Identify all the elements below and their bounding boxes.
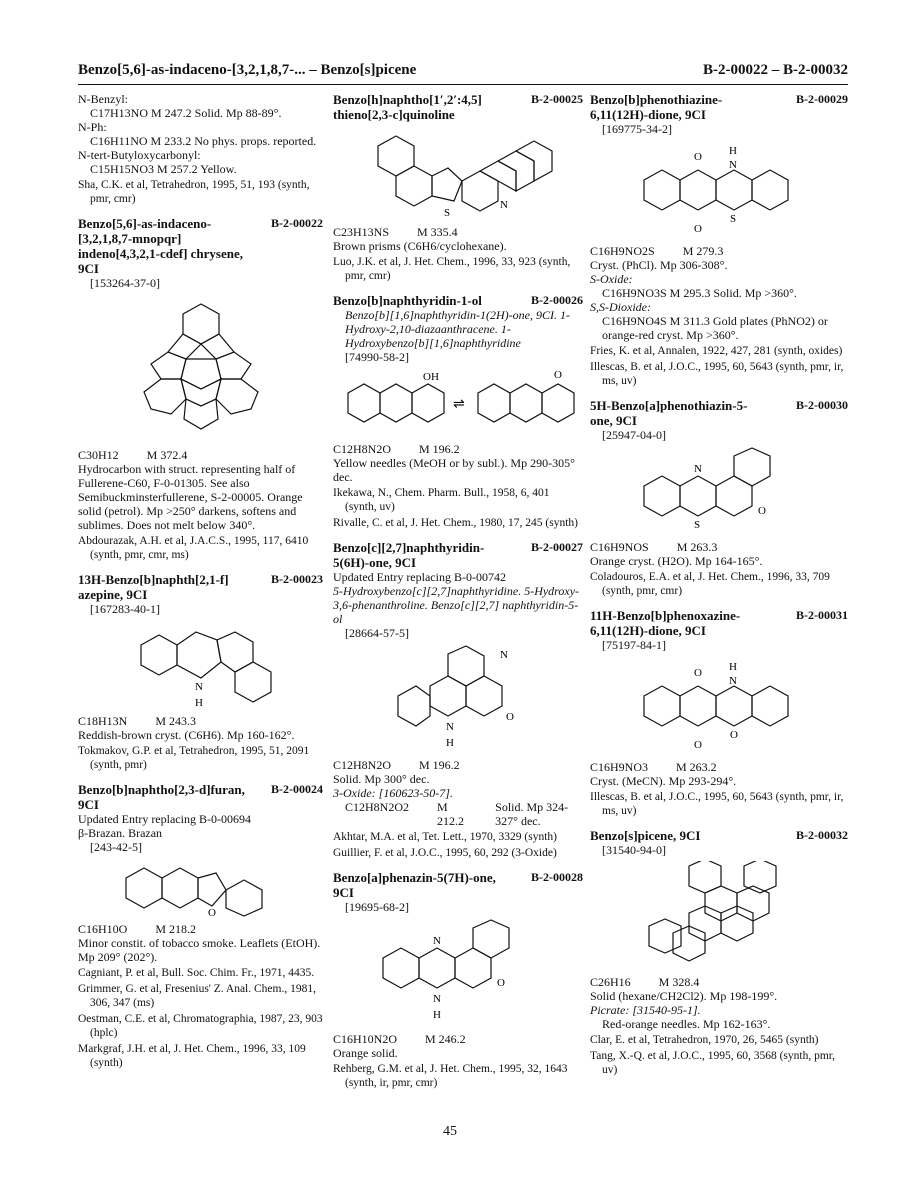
reference: Cagniant, P. et al, Bull. Soc. Chim. Fr., 1971, 4435. xyxy=(78,967,315,979)
text-line: C16H9NO3S M 295.3 Solid. Mp >360°. xyxy=(602,286,797,300)
derivative-label: 3-Oxide: [160623-50-7]. xyxy=(333,786,453,800)
text-line: β-Brazan. Brazan xyxy=(78,826,163,840)
entry-title: Benzo[5,6]-as-indaceno-[3,2,1,8,7-mnopqr] indeno[4,3,2,1-cdef] chrysene, 9CI xyxy=(78,216,244,276)
atom-label: N xyxy=(729,675,737,687)
molecular-formula: C16H9NOS xyxy=(590,540,649,554)
entry-b-2-00026 xyxy=(333,293,583,530)
atom-label: O xyxy=(694,151,702,163)
entry-b-2-00030 xyxy=(590,398,848,598)
reference: Illescas, B. et al, J.O.C., 1995, 60, 5643 (synth, pmr, ir, ms, uv) xyxy=(590,361,844,387)
cas-number: [75197-84-1] xyxy=(602,638,666,652)
cas-number: [74990-58-2] xyxy=(345,350,409,364)
running-header-right: B-2-00022 – B-2-00032 xyxy=(703,62,848,78)
atom-label: O xyxy=(694,739,702,751)
molecular-mass: M 196.2 xyxy=(419,442,460,456)
description: Cryst. (PhCl). Mp 306-308°. xyxy=(590,258,728,272)
molecular-mass: M 263.2 xyxy=(676,760,717,774)
molecular-mass: M 196.2 xyxy=(419,758,460,772)
chemical-structure xyxy=(358,126,558,221)
column-1 xyxy=(78,92,323,1080)
text-line: Updated Entry replacing B-0-00742 xyxy=(333,570,506,584)
description: Minor constit. of tobacco smoke. Leaflets (EtOH). Mp 209° (202°). xyxy=(78,936,321,964)
molecular-formula: C16H10N2O xyxy=(333,1032,398,1046)
entry-title: Benzo[s]picene, 9CI xyxy=(590,828,701,843)
cas-number: [19695-68-2] xyxy=(345,900,409,914)
cas-number: [167283-40-1] xyxy=(90,602,160,616)
atom-label: H xyxy=(194,697,203,709)
atom-label: N xyxy=(433,935,441,947)
atom-label: N xyxy=(194,681,203,693)
reference: Oestman, C.E. et al, Chromatographia, 1987, 23, 903 (hplc) xyxy=(78,1013,323,1039)
molecular-formula: C16H9NO2S xyxy=(590,244,655,258)
atom-label: O xyxy=(694,223,702,235)
reference: Ikekawa, N., Chem. Pharm. Bull., 1958, 6, 401 (synth, uv) xyxy=(333,487,550,513)
entry-title: Benzo[b]naphtho[2,3-d]furan, 9CI xyxy=(78,782,245,812)
reference: Markgraf, J.H. et al, J. Het. Chem., 1996, 33, 109 (synth) xyxy=(78,1043,306,1069)
atom-label: H xyxy=(729,145,737,157)
reference: Clar, E. et al, Tetrahedron, 1970, 26, 5465 (synth) xyxy=(590,1034,819,1046)
text-line: Updated Entry replacing B-0-00694 xyxy=(78,812,251,826)
entry-b-2-00025 xyxy=(333,92,583,283)
entry-id: B-2-00026 xyxy=(531,293,583,307)
chemical-structure xyxy=(388,644,528,754)
description: Solid (hexane/CH2Cl2). Mp 198-199°. xyxy=(590,989,778,1003)
atom-label: O xyxy=(758,505,766,517)
description: Orange solid. xyxy=(333,1046,398,1060)
entry-title: Benzo[c][2,7]naphthyridin-5(6H)-one, 9CI xyxy=(333,540,485,570)
entry-title: 13H-Benzo[b]naphth[2,1-f] azepine, 9CI xyxy=(78,572,229,602)
column-3 xyxy=(590,92,848,1087)
entry-title: Benzo[b]naphthyridin-1-ol xyxy=(333,293,482,308)
text-line: C15H15NO3 M 257.2 Yellow. xyxy=(90,162,237,176)
atom-label: H xyxy=(446,737,454,749)
description: Orange cryst. (H2O). Mp 164-165°. xyxy=(590,554,763,568)
atom-label: O xyxy=(554,369,562,381)
atom-label: OH xyxy=(423,371,439,383)
chemical-structure xyxy=(634,656,804,756)
molecular-formula: C18H13N xyxy=(78,714,128,728)
entry-id: B-2-00030 xyxy=(796,398,848,412)
description: Solid. Mp 300° dec. xyxy=(333,772,430,786)
description: Cryst. (MeCN). Mp 293-294°. xyxy=(590,774,737,788)
derivatives-block xyxy=(78,92,323,206)
atom-label: S xyxy=(694,519,701,531)
derivative-label: Picrate: [31540-95-1]. xyxy=(590,1003,701,1017)
entry-id: B-2-00023 xyxy=(271,572,323,586)
text-line: N-tert-Butyloxycarbonyl: xyxy=(78,148,201,162)
derivative-label: S,S-Dioxide: xyxy=(590,300,651,314)
cas-number: [28664-57-5] xyxy=(345,626,409,640)
cas-number: [25947-04-0] xyxy=(602,428,666,442)
text-line: C16H11NO M 233.2 No phys. props. reported. xyxy=(90,134,317,148)
reference: Luo, J.K. et al, J. Het. Chem., 1996, 33, 923 (synth, pmr, cmr) xyxy=(333,256,571,282)
entry-b-2-00028 xyxy=(333,870,583,1090)
description: Yellow needles (MeOH or by subl.). Mp 290-305° dec. xyxy=(333,456,575,484)
chemical-structure xyxy=(116,858,286,918)
molecular-mass: M 246.2 xyxy=(425,1032,466,1046)
description: Red-orange needles. Mp 162-163°. xyxy=(602,1017,771,1031)
entry-b-2-00024 xyxy=(78,782,323,1070)
chemical-structure xyxy=(634,446,804,536)
atom-label: N xyxy=(446,721,454,733)
text-line: C16H9NO4S M 311.3 Gold plates (PhNO2) or orange-red cryst. Mp >360°. xyxy=(602,314,828,342)
text-line: C17H13NO M 247.2 Solid. Mp 88-89°. xyxy=(90,106,282,120)
entry-id: B-2-00028 xyxy=(531,870,583,884)
entry-id: B-2-00029 xyxy=(796,92,848,106)
entry-b-2-00027 xyxy=(333,540,583,860)
synonyms: Benzo[b][1,6]naphthyridin-1(2H)-one, 9CI. 1-Hydroxy-2,10-diazaanthracene. 1-Hydroxybenzo[b][1,6]naphthyridine xyxy=(345,308,570,350)
description: Brown prisms (C6H6/cyclohexane). xyxy=(333,239,507,253)
entry-id: B-2-00022 xyxy=(271,216,323,230)
molecular-mass: M 243.3 xyxy=(155,714,197,728)
chemical-structure xyxy=(121,620,281,710)
reference: Guillier, F. et al, J.O.C., 1995, 60, 292 (3-Oxide) xyxy=(333,847,557,859)
atom-label: N xyxy=(729,159,737,171)
cas-number: [169775-34-2] xyxy=(602,122,672,136)
entry-b-2-00032 xyxy=(590,828,848,1077)
entry-title: 5H-Benzo[a]phenothiazin-5-one, 9CI xyxy=(590,398,748,428)
molecular-formula: C12H8N2O2 xyxy=(345,800,410,814)
entry-id: B-2-00032 xyxy=(796,828,848,842)
molecular-formula: C23H13NS xyxy=(333,225,390,239)
cas-number: [153264-37-0] xyxy=(90,276,160,290)
entry-b-2-00022 xyxy=(78,216,323,562)
molecular-mass: M 279.3 xyxy=(682,244,724,258)
atom-label: O xyxy=(730,729,738,741)
entry-title: Benzo[h]naphtho[1′,2′:4,5] thieno[2,3-c]quinoline xyxy=(333,92,482,122)
atom-label: S xyxy=(730,213,737,225)
reference: Rehberg, G.M. et al, J. Het. Chem., 1995, 32, 1643 (synth, ir, pmr, cmr) xyxy=(333,1063,568,1089)
atom-label: O xyxy=(207,907,216,918)
entry-id: B-2-00027 xyxy=(531,540,583,554)
molecular-mass: M 218.2 xyxy=(155,922,197,936)
synonyms: 5-Hydroxybenzo[c][2,7]naphthyridine. 5-Hydroxy-3,6-phenanthroline. Benzo[c][2,7] naphthyridin-5-ol xyxy=(333,584,580,626)
column-2 xyxy=(333,92,583,1100)
header-rule xyxy=(78,84,848,85)
entry-title: 11H-Benzo[b]phenoxazine-6,11(12H)-dione, 9CI xyxy=(590,608,741,638)
molecular-mass: M 335.4 xyxy=(417,225,458,239)
entry-title: Benzo[a]phenazin-5(7H)-one, 9CI xyxy=(333,870,496,900)
reference: Coladouros, E.A. et al, J. Het. Chem., 1996, 33, 709 (synth, pmr, cmr) xyxy=(590,571,830,597)
molecular-formula: C16H10O xyxy=(78,922,128,936)
molecular-mass: M 372.4 xyxy=(146,448,188,462)
reference: Abdourazak, A.H. et al, J.A.C.S., 1995, 117, 6410 (synth, pmr, cmr, ms) xyxy=(78,535,309,561)
atom-label: N xyxy=(500,199,508,211)
molecular-mass: M 328.4 xyxy=(658,975,700,989)
entry-b-2-00023 xyxy=(78,572,323,772)
molecular-formula: C30H12 xyxy=(78,448,119,462)
molecular-formula: C12H8N2O xyxy=(333,758,392,772)
chemical-structure xyxy=(338,368,578,438)
entry-id: B-2-00025 xyxy=(531,92,583,106)
atom-label: O xyxy=(497,977,505,989)
reference: Tokmakov, G.P. et al, Tetrahedron, 1995, 51, 2091 (synth, pmr) xyxy=(78,745,310,771)
entry-title: Benzo[b]phenothiazine-6,11(12H)-dione, 9CI xyxy=(590,92,723,122)
entry-id: B-2-00031 xyxy=(796,608,848,622)
description: Reddish-brown cryst. (C6H6). Mp 160-162°. xyxy=(78,728,295,742)
atom-label: N xyxy=(433,993,441,1005)
description: Solid. Mp 324-327° dec. xyxy=(495,800,569,828)
cas-number: [31540-94-0] xyxy=(602,843,666,857)
reference: Illescas, B. et al, J.O.C., 1995, 60, 5643 (synth, pmr, ir, ms, uv) xyxy=(590,791,844,817)
reference: Sha, C.K. et al, Tetrahedron, 1995, 51, 193 (synth, pmr, cmr) xyxy=(78,179,310,205)
chemical-structure xyxy=(634,140,804,240)
entry-b-2-00029 xyxy=(590,92,848,388)
entry-id: B-2-00024 xyxy=(271,782,323,796)
atom-label: S xyxy=(444,207,451,219)
atom-label: N xyxy=(694,463,702,475)
atom-label: H xyxy=(433,1009,441,1021)
derivative-label: S-Oxide: xyxy=(590,272,633,286)
reference: Grimmer, G. et al, Fresenius' Z. Anal. Chem., 1981, 306, 347 (ms) xyxy=(78,983,316,1009)
description: Hydrocarbon with struct. representing half of Fullerene-C60, F-0-01305. See also Semibuckminsterfullerene, S-2-00005. Orange solid (petrol). Mp >250° darkens, softens and sublimes. Does not melt below 340°. xyxy=(78,462,303,532)
molecular-formula: C26H16 xyxy=(590,975,631,989)
atom-label: H xyxy=(729,661,737,673)
entry-b-2-00031 xyxy=(590,608,848,818)
page-number: 45 xyxy=(443,1124,457,1139)
reference: Akhtar, M.A. et al, Tet. Lett., 1970, 3329 (synth) xyxy=(333,831,558,843)
chemical-structure xyxy=(634,861,804,971)
chemical-structure xyxy=(373,918,543,1028)
cas-number: [243-42-5] xyxy=(90,840,142,854)
equilibrium-arrow: ⇌ xyxy=(453,396,465,412)
molecular-mass: M 263.3 xyxy=(676,540,718,554)
text-line: N-Ph: xyxy=(78,120,107,134)
chemical-structure xyxy=(126,294,276,444)
running-header-left: Benzo[5,6]-as-indaceno-[3,2,1,8,7-... – Benzo[s]picene xyxy=(78,62,417,78)
molecular-formula: C12H8N2O xyxy=(333,442,392,456)
reference: Fries, K. et al, Annalen, 1922, 427, 281 (synth, oxides) xyxy=(590,345,843,357)
molecular-mass: M 212.2 xyxy=(437,800,465,828)
reference: Rivalle, C. et al, J. Het. Chem., 1980, 17, 245 (synth) xyxy=(333,517,578,529)
atom-label: O xyxy=(506,711,514,723)
molecular-formula: C16H9NO3 xyxy=(590,760,649,774)
atom-label: O xyxy=(694,667,702,679)
text-line: N-Benzyl: xyxy=(78,92,128,106)
atom-label: N xyxy=(500,649,508,661)
reference: Tang, X.-Q. et al, J.O.C., 1995, 60, 3568 (synth, pmr, uv) xyxy=(590,1050,836,1076)
